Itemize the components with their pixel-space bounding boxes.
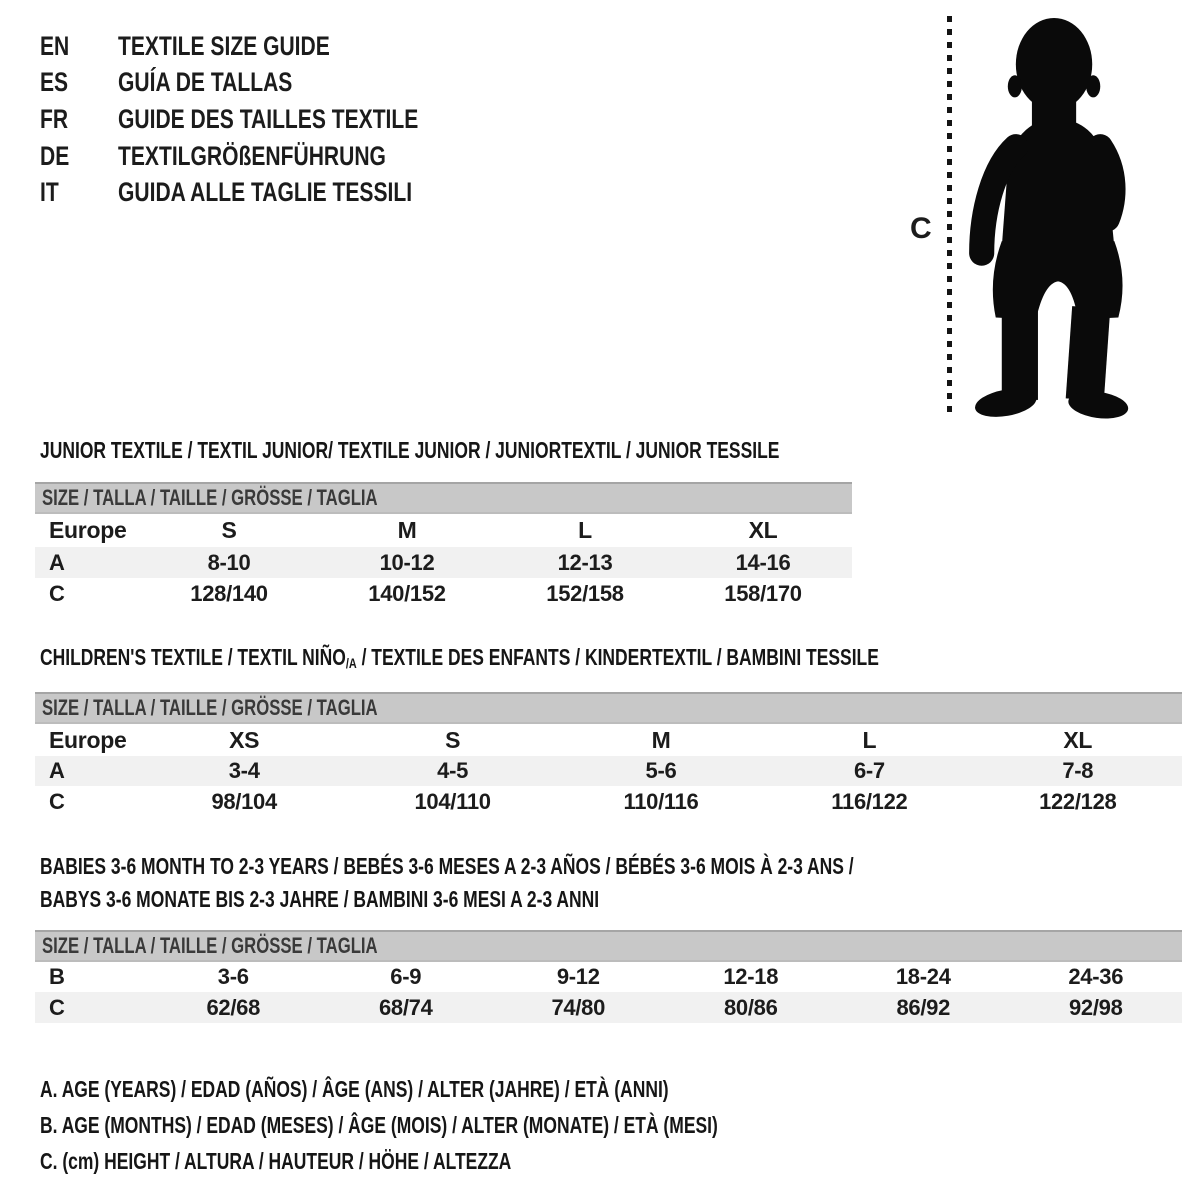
babies-section-title-line2: BABYS 3-6 MONATE BIS 2-3 JAHRE / BAMBINI 3-6 MESI A 2-3 ANNI	[40, 886, 600, 912]
table-cell: 80/86	[723, 994, 778, 1020]
table-cell: 5-6	[645, 758, 677, 783]
size-col-header: L	[862, 726, 877, 753]
babies-height-row	[35, 992, 1182, 1023]
lang-title: GUIDA ALLE TAGLIE TESSILI	[118, 177, 413, 208]
table-cell: 12-13	[557, 549, 613, 575]
table-cell: 12-18	[723, 964, 779, 989]
row-label: B	[49, 964, 65, 989]
table-cell: 3-4	[228, 758, 260, 783]
region-label: Europe	[49, 517, 127, 543]
table-cell: 158/170	[724, 580, 802, 606]
table-cell: 14-16	[735, 549, 791, 575]
table-cell: 8-10	[207, 549, 251, 575]
table-cell: 140/152	[368, 580, 446, 606]
children-title-pre: CHILDREN'S TEXTILE / TEXTIL NIÑO	[40, 644, 346, 670]
size-col-header: S	[221, 517, 237, 543]
table-cell: 62/68	[206, 994, 261, 1020]
row-label: A	[49, 758, 65, 783]
lang-row-en	[40, 28, 418, 65]
table-cell: 92/98	[1068, 994, 1123, 1020]
babies-months-row	[35, 962, 1182, 992]
region-label: Europe	[49, 726, 127, 753]
size-col-header: M	[397, 517, 417, 543]
lang-row-es	[40, 65, 418, 102]
lang-title: TEXTILE SIZE GUIDE	[118, 30, 330, 61]
height-measure-label: C	[910, 212, 932, 245]
size-col-header: M	[651, 726, 671, 753]
table-cell: 7-8	[1062, 758, 1094, 783]
junior-size-row	[35, 514, 852, 547]
lang-row-fr	[40, 101, 418, 138]
junior-size-header-bar	[35, 482, 852, 514]
table-cell: 10-12	[379, 549, 435, 575]
table-cell: 6-9	[390, 964, 422, 989]
row-label: C	[49, 580, 65, 606]
size-col-header: XL	[748, 517, 778, 543]
lang-code: ES	[40, 67, 69, 98]
size-header-text: SIZE / TALLA / TAILLE / GRÖSSE / TAGLIA	[42, 695, 378, 720]
table-cell: 18-24	[895, 964, 951, 989]
table-cell: 74/80	[551, 994, 606, 1020]
size-col-header: XL	[1063, 726, 1093, 753]
size-header-text: SIZE / TALLA / TAILLE / GRÖSSE / TAGLIA	[42, 485, 378, 510]
table-cell: 3-6	[217, 964, 249, 989]
table-cell: 116/122	[831, 788, 908, 814]
junior-age-row	[35, 547, 852, 578]
size-col-header: S	[445, 726, 461, 753]
lang-row-it	[40, 174, 418, 211]
height-measure-dashed-line	[947, 16, 952, 416]
children-height-row	[35, 786, 1182, 817]
babies-size-header-bar	[35, 930, 1182, 962]
children-title-post: / TEXTILE DES ENFANTS / KINDERTEXTIL / BAMBINI TESSILE	[356, 644, 879, 670]
legend-line-a: A. AGE (YEARS) / EDAD (AÑOS) / ÂGE (ANS) / ALTER (JAHRE) / ETÀ (ANNI)	[40, 1076, 669, 1102]
lang-title: GUIDE DES TAILLES TEXTILE	[118, 103, 419, 134]
junior-section-title: JUNIOR TEXTILE / TEXTIL JUNIOR/ TEXTILE JUNIOR / JUNIORTEXTIL / JUNIOR TESSILE	[40, 437, 780, 463]
children-size-row	[35, 724, 1182, 756]
legend-line-c: C. (cm) HEIGHT / ALTURA / HAUTEUR / HÖHE / ALTEZZA	[40, 1148, 512, 1174]
table-cell: 128/140	[190, 580, 268, 606]
lang-code: DE	[40, 140, 70, 171]
junior-height-row	[35, 578, 852, 609]
lang-code: IT	[40, 177, 59, 208]
row-label: C	[49, 788, 65, 814]
table-cell: 110/116	[623, 788, 699, 814]
lang-code: FR	[40, 103, 69, 134]
row-label: A	[49, 549, 65, 575]
lang-title: TEXTILGRÖßENFÜHRUNG	[118, 140, 386, 171]
lang-code: EN	[40, 30, 70, 61]
children-size-header-bar	[35, 692, 1182, 724]
babies-section-title-line1: BABIES 3-6 MONTH TO 2-3 YEARS / BEBÉS 3-6 MESES A 2-3 AÑOS / BÉBÉS 3-6 MOIS À 2-3 ANS /	[40, 853, 854, 879]
size-header-text: SIZE / TALLA / TAILLE / GRÖSSE / TAGLIA	[42, 933, 378, 958]
language-title-list	[40, 28, 525, 211]
size-col-header: XS	[229, 726, 260, 753]
lang-row-de	[40, 138, 418, 175]
children-age-row	[35, 756, 1182, 786]
table-cell: 24-36	[1068, 964, 1124, 989]
legend-line-b: B. AGE (MONTHS) / EDAD (MESES) / ÂGE (MOIS) / ALTER (MONATE) / ETÀ (MESI)	[40, 1112, 718, 1138]
table-cell: 122/128	[1039, 788, 1117, 814]
row-label: C	[49, 994, 65, 1020]
lang-title: GUÍA DE TALLAS	[118, 67, 293, 98]
table-cell: 86/92	[896, 994, 951, 1020]
table-cell: 6-7	[853, 758, 885, 783]
size-col-header: L	[578, 517, 592, 543]
children-title-sub: /A	[345, 655, 357, 672]
table-cell: 4-5	[437, 758, 469, 783]
table-cell: 9-12	[556, 964, 600, 989]
table-cell: 104/110	[414, 788, 491, 814]
table-cell: 152/158	[546, 580, 624, 606]
toddler-silhouette-icon	[964, 14, 1130, 418]
table-cell: 68/74	[378, 994, 433, 1020]
table-cell: 98/104	[211, 788, 277, 814]
children-section-title	[40, 644, 879, 674]
